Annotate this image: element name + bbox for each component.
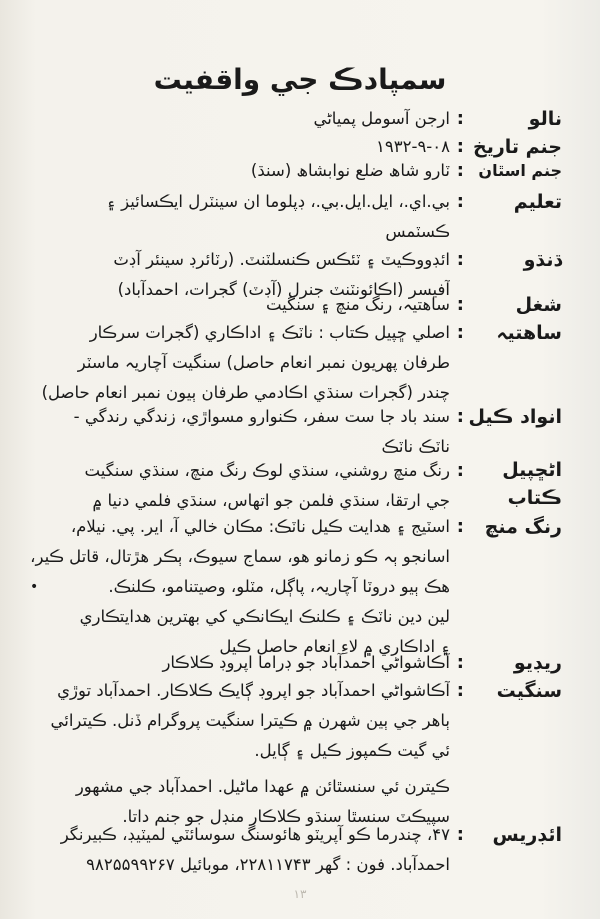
value-line: جي ارتقا، سنڌي فلمن جو اتھاس، سنڌي فلمي دنيا ۾ [92, 491, 450, 510]
value-line: ڪيترن ئي سنسٿائن ۾ عھدا ماڻيل. احمدآباد جي مشھور [75, 777, 450, 796]
value-line: ۱۹۳۲-۹-۰۸ [376, 137, 450, 156]
colon: : [456, 249, 464, 270]
entry-label: جنم تاريخ [473, 136, 562, 158]
entry-label: انواد ڪيل [468, 406, 562, 428]
colon: : [456, 108, 464, 129]
entry-value [18, 648, 450, 678]
value-line: بي.اي.، ايل.ايل.بي.، ڊپلوما ان سينٽرل ايڪسائيز ۽ [106, 192, 450, 211]
colon: : [456, 160, 464, 181]
value-line: ئي گيت ڪمپوز ڪيل ۽ ڳايل. [254, 741, 450, 760]
entry-value [18, 676, 450, 832]
entry-label: ساھتيہ [496, 322, 562, 344]
value-line: ۴۷، چندرما ڪو آپريٽو ھائوسنگ سوسائٽي لميٽيڊ، ڪبيرنگر [60, 825, 450, 844]
value-line: ھڪ ٻيو دروٽا آچاريہ، پاڳل، مٽلو، وصيتنامو، ڪلنڪ. [108, 577, 450, 596]
entry-label: تعليم [513, 191, 562, 213]
colon: : [456, 460, 464, 481]
value-line: سپيڪٽ سنسٿا سنڌو ڪلاڪار منڊل جو جنم داتا. [122, 807, 450, 826]
entry-value [18, 318, 450, 408]
entry-label: ڌنڌو [523, 249, 562, 271]
value-line: اسٽيج ۽ ھدايت ڪيل ناٽڪ: مڪان خالي آ، اير. پي. نيلام، [70, 517, 450, 536]
colon: : [456, 294, 464, 315]
entry-value [18, 456, 450, 516]
value-line: اسانجو ٻہ ڪو زمانو ھو، سماج سيوڪ، ٻڪر ھڙتال، قاتل ڪير، [30, 547, 450, 566]
entry-label: شغل [515, 294, 562, 316]
entry-value [18, 187, 450, 247]
bullet-marker: • [30, 579, 39, 595]
entry-label: نالو [528, 108, 562, 130]
entry-value [18, 104, 450, 134]
entry-value [18, 820, 450, 880]
colon: : [456, 191, 464, 212]
colon: : [456, 322, 464, 343]
value-line: لين دين ناٽڪ ۽ ڪلنڪ ايڪانڪي کي بھترين ھدايتڪاري [79, 607, 450, 626]
colon: : [456, 652, 464, 673]
entry-label: رنگ منچ [484, 516, 562, 538]
entry-label: اڻڇپيل ڪتاب [502, 459, 562, 509]
value-line: اصلي ڇپيل ڪتاب : ناٽڪ ۽ اداڪاري (گجرات سرڪار [89, 323, 450, 342]
colon: : [456, 516, 464, 537]
entry-value [18, 156, 450, 186]
value-line: سند باد جا ست سفر، ڪنوارو مسواڙي، زندگي رندگي - [73, 407, 450, 426]
page-title: سمپادڪ جي واقفيت [153, 63, 447, 96]
value-line: ڪسٽمس [385, 222, 450, 241]
entry-label: ريڊيو [513, 652, 562, 674]
value-line: آڪاشواڻي احمدآباد جو ڊراما اپروڊ ڪلاڪار [162, 653, 450, 672]
value-line: ٽارو شاھ ضلع نوابشاھ (سنڌ) [250, 161, 450, 180]
entry-label: سنگيت [496, 680, 562, 702]
entry-value [18, 512, 450, 662]
value-line: ٻاھر جي ٻين شھرن ۾ ڪيترا سنگيت پروگرام ڏنل. ڪيترائي [50, 711, 450, 730]
colon: : [456, 136, 464, 157]
value-line: ائڊووڪيٽ ۽ ٽئڪس ڪنسلٽنٽ. (رٽائرڊ سينئر آڊٽ [113, 250, 450, 269]
colon: : [456, 824, 464, 845]
value-line: رنگ منچ روشني، سنڌي لوڪ رنگ منچ، سنڌي سنگيت [84, 461, 450, 480]
value-line: آڪاشواڻي احمدآباد جو اپروڊ ڳايڪ ڪلاڪار. احمدآباد توڙي [57, 681, 450, 700]
value-line: ناٽڪ ناٽڪ [381, 437, 450, 456]
entry-label: ائڊريس [492, 824, 562, 846]
value-line: طرفان پھريون نمبر انعام حاصل) سنگيت آچاريہ ماسٽر [77, 353, 450, 372]
colon: : [456, 406, 464, 427]
value-line: ساھتيہ، رنگ منچ ۽ سنگيت [265, 295, 450, 314]
value-line: چندر (گجرات سنڌي اڪادمي طرفان ٻيون نمبر انعام حاصل) [41, 383, 450, 402]
value-line: آفيسر (اڪائونٽنٽ جنرل (آڊٽ) گجرات، احمدآباد) [117, 280, 450, 299]
entry-label: جنم اسٿان [478, 161, 562, 180]
entry-value [18, 290, 450, 320]
value-line: احمدآباد. فون : گھر ۲۲۸۱۱۷۴۳، موبائيل ۹۸۲۵۵۹۹۲۶۷ [86, 855, 450, 874]
page-number: ۱۳ [293, 887, 307, 901]
entry-value [18, 402, 450, 462]
colon: : [456, 680, 464, 701]
value-line: ارجن آسومل پمياڻي [313, 109, 450, 128]
value-line: ۽ اداڪاري ۾ لاءِ انعام حاصل ڪيل [219, 637, 450, 656]
